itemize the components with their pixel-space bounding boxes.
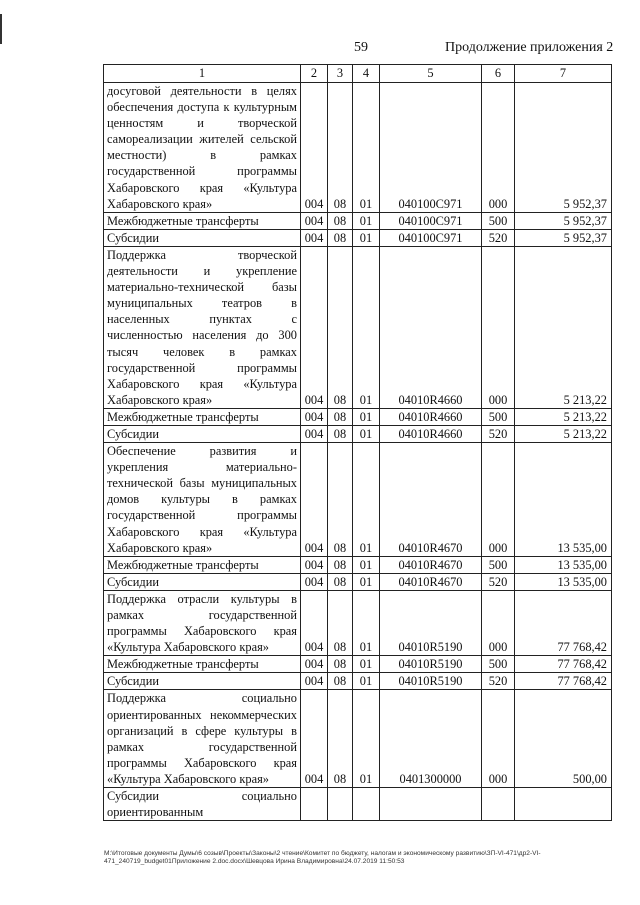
target-article-cell: 04010R4660: [380, 246, 482, 408]
expense-type-cell: 500: [482, 408, 515, 425]
amount-cell: 13 535,00: [515, 443, 612, 557]
subsection-code-cell: 01: [353, 212, 380, 229]
expense-type-cell: 520: [482, 573, 515, 590]
subsection-code-cell: 01: [353, 83, 380, 213]
row-name-cell: Обеспечение развития и укрепления материально-технической базы муниципальных домов культуры в рамках государственной программы Хабаровского края «Культура Хабаровского края»: [104, 443, 301, 557]
column-header: 1: [104, 65, 301, 83]
table-row: [104, 788, 612, 821]
table-header-row: [104, 65, 612, 83]
amount-cell: 77 768,42: [515, 673, 612, 690]
amount-cell: 5 213,22: [515, 425, 612, 442]
expense-type-cell: 520: [482, 673, 515, 690]
table-row: [104, 573, 612, 590]
row-name-cell: досуговой деятельности в целях обеспечения доступа к культурным ценностям и творческой самореализации жителей сельской местности) в рамках государственной программы Хабаровского края «Культура Хабаровского края»: [104, 83, 301, 213]
section-code-cell: 08: [328, 556, 353, 573]
table-row: [104, 443, 612, 557]
section-code-cell: 08: [328, 83, 353, 213]
table-row: [104, 673, 612, 690]
continuation-title: Продолжение приложения 2: [445, 40, 614, 55]
column-header: 4: [353, 65, 380, 83]
amount-cell: 13 535,00: [515, 573, 612, 590]
row-name-cell: Поддержка социально ориентированных некоммерческих организаций в сфере культуры в рамках государственной программы Хабаровского края «Культура Хабаровского края»: [104, 690, 301, 788]
section-code-cell: 08: [328, 590, 353, 655]
binder-mark: [0, 14, 2, 44]
subsection-code-cell: 01: [353, 556, 380, 573]
section-code-cell: 08: [328, 673, 353, 690]
subsection-code-cell: 01: [353, 229, 380, 246]
target-article-cell: 04010R5190: [380, 656, 482, 673]
amount-cell: 5 952,37: [515, 229, 612, 246]
amount-cell: 5 213,22: [515, 246, 612, 408]
table-row: [104, 83, 612, 213]
target-article-cell: 04010R4670: [380, 556, 482, 573]
ministry-code-cell: 004: [301, 229, 328, 246]
target-article-cell: 040100С971: [380, 83, 482, 213]
ministry-code-cell: 004: [301, 408, 328, 425]
table-row: [104, 590, 612, 655]
ministry-code-cell: 004: [301, 443, 328, 557]
table-row: [104, 246, 612, 408]
amount-cell: 5 213,22: [515, 408, 612, 425]
expense-type-cell: 520: [482, 229, 515, 246]
subsection-code-cell: [353, 788, 380, 821]
subsection-code-cell: 01: [353, 425, 380, 442]
target-article-cell: 04010R4660: [380, 425, 482, 442]
subsection-code-cell: 01: [353, 443, 380, 557]
subsection-code-cell: 01: [353, 673, 380, 690]
row-name-cell: Межбюджетные трансферты: [104, 556, 301, 573]
subsection-code-cell: 01: [353, 246, 380, 408]
target-article-cell: 04010R5190: [380, 673, 482, 690]
row-name-cell: Субсидии: [104, 229, 301, 246]
section-code-cell: 08: [328, 573, 353, 590]
ministry-code-cell: 004: [301, 690, 328, 788]
ministry-code-cell: 004: [301, 556, 328, 573]
row-name-cell: Субсидии: [104, 673, 301, 690]
target-article-cell: 040100С971: [380, 229, 482, 246]
ministry-code-cell: 004: [301, 83, 328, 213]
column-header: 6: [482, 65, 515, 83]
budget-table: [103, 64, 612, 821]
target-article-cell: 04010R5190: [380, 590, 482, 655]
ministry-code-cell: 004: [301, 573, 328, 590]
amount-cell: 77 768,42: [515, 656, 612, 673]
table-row: [104, 690, 612, 788]
row-name-cell: Межбюджетные трансферты: [104, 212, 301, 229]
section-code-cell: 08: [328, 408, 353, 425]
table-row: [104, 408, 612, 425]
row-name-cell: Межбюджетные трансферты: [104, 656, 301, 673]
column-header: 3: [328, 65, 353, 83]
section-code-cell: [328, 788, 353, 821]
row-name-cell: Поддержка творческой деятельности и укрепление материально-технической базы муниципальных театров в населенных пунктах с численностью населения до 300 тысяч человек в рамках государственной программы Хабаровского края «Культура Хабаровского края»: [104, 246, 301, 408]
expense-type-cell: 500: [482, 212, 515, 229]
expense-type-cell: 000: [482, 590, 515, 655]
subsection-code-cell: 01: [353, 408, 380, 425]
target-article-cell: 04010R4670: [380, 443, 482, 557]
amount-cell: 77 768,42: [515, 590, 612, 655]
ministry-code-cell: [301, 788, 328, 821]
file-path-footer: M:\Итоговые документы Думы\6 созыв\Проекты\Законы\2 чтение\Комитет по бюджету, налогам и экономическому развитию\ЗП-VI-471\др2-VI-471_240719_budget01Приложение 2.doc.docx\Шевцова Ирина Владимировна\24.07.2019 11:50:53: [104, 850, 541, 865]
ministry-code-cell: 004: [301, 590, 328, 655]
subsection-code-cell: 01: [353, 656, 380, 673]
table-row: [104, 656, 612, 673]
expense-type-cell: 000: [482, 246, 515, 408]
amount-cell: 5 952,37: [515, 83, 612, 213]
table-row: [104, 425, 612, 442]
target-article-cell: 040100С971: [380, 212, 482, 229]
row-name-cell: Субсидии: [104, 573, 301, 590]
amount-cell: 500,00: [515, 690, 612, 788]
section-code-cell: 08: [328, 656, 353, 673]
target-article-cell: 04010R4660: [380, 408, 482, 425]
amount-cell: 13 535,00: [515, 556, 612, 573]
ministry-code-cell: 004: [301, 425, 328, 442]
expense-type-cell: 000: [482, 690, 515, 788]
column-header: 5: [380, 65, 482, 83]
section-code-cell: 08: [328, 443, 353, 557]
ministry-code-cell: 004: [301, 656, 328, 673]
ministry-code-cell: 004: [301, 212, 328, 229]
section-code-cell: 08: [328, 229, 353, 246]
subsection-code-cell: 01: [353, 573, 380, 590]
row-name-cell: Поддержка отрасли культуры в рамках государственной программы Хабаровского края «Культура Хабаровского края»: [104, 590, 301, 655]
target-article-cell: 04010R4670: [380, 573, 482, 590]
row-name-cell: Субсидии социально ориентированным: [104, 788, 301, 821]
row-name-cell: Межбюджетные трансферты: [104, 408, 301, 425]
ministry-code-cell: 004: [301, 246, 328, 408]
expense-type-cell: 000: [482, 443, 515, 557]
expense-type-cell: 000: [482, 83, 515, 213]
row-name-cell: Субсидии: [104, 425, 301, 442]
table-row: [104, 212, 612, 229]
table-row: [104, 229, 612, 246]
amount-cell: [515, 788, 612, 821]
page-number: 59: [354, 40, 368, 55]
target-article-cell: [380, 788, 482, 821]
table-row: [104, 556, 612, 573]
column-header: 2: [301, 65, 328, 83]
section-code-cell: 08: [328, 425, 353, 442]
column-header: 7: [515, 65, 612, 83]
expense-type-cell: 500: [482, 656, 515, 673]
expense-type-cell: 520: [482, 425, 515, 442]
section-code-cell: 08: [328, 690, 353, 788]
subsection-code-cell: 01: [353, 590, 380, 655]
section-code-cell: 08: [328, 246, 353, 408]
subsection-code-cell: 01: [353, 690, 380, 788]
expense-type-cell: [482, 788, 515, 821]
amount-cell: 5 952,37: [515, 212, 612, 229]
ministry-code-cell: 004: [301, 673, 328, 690]
expense-type-cell: 500: [482, 556, 515, 573]
target-article-cell: 0401300000: [380, 690, 482, 788]
section-code-cell: 08: [328, 212, 353, 229]
